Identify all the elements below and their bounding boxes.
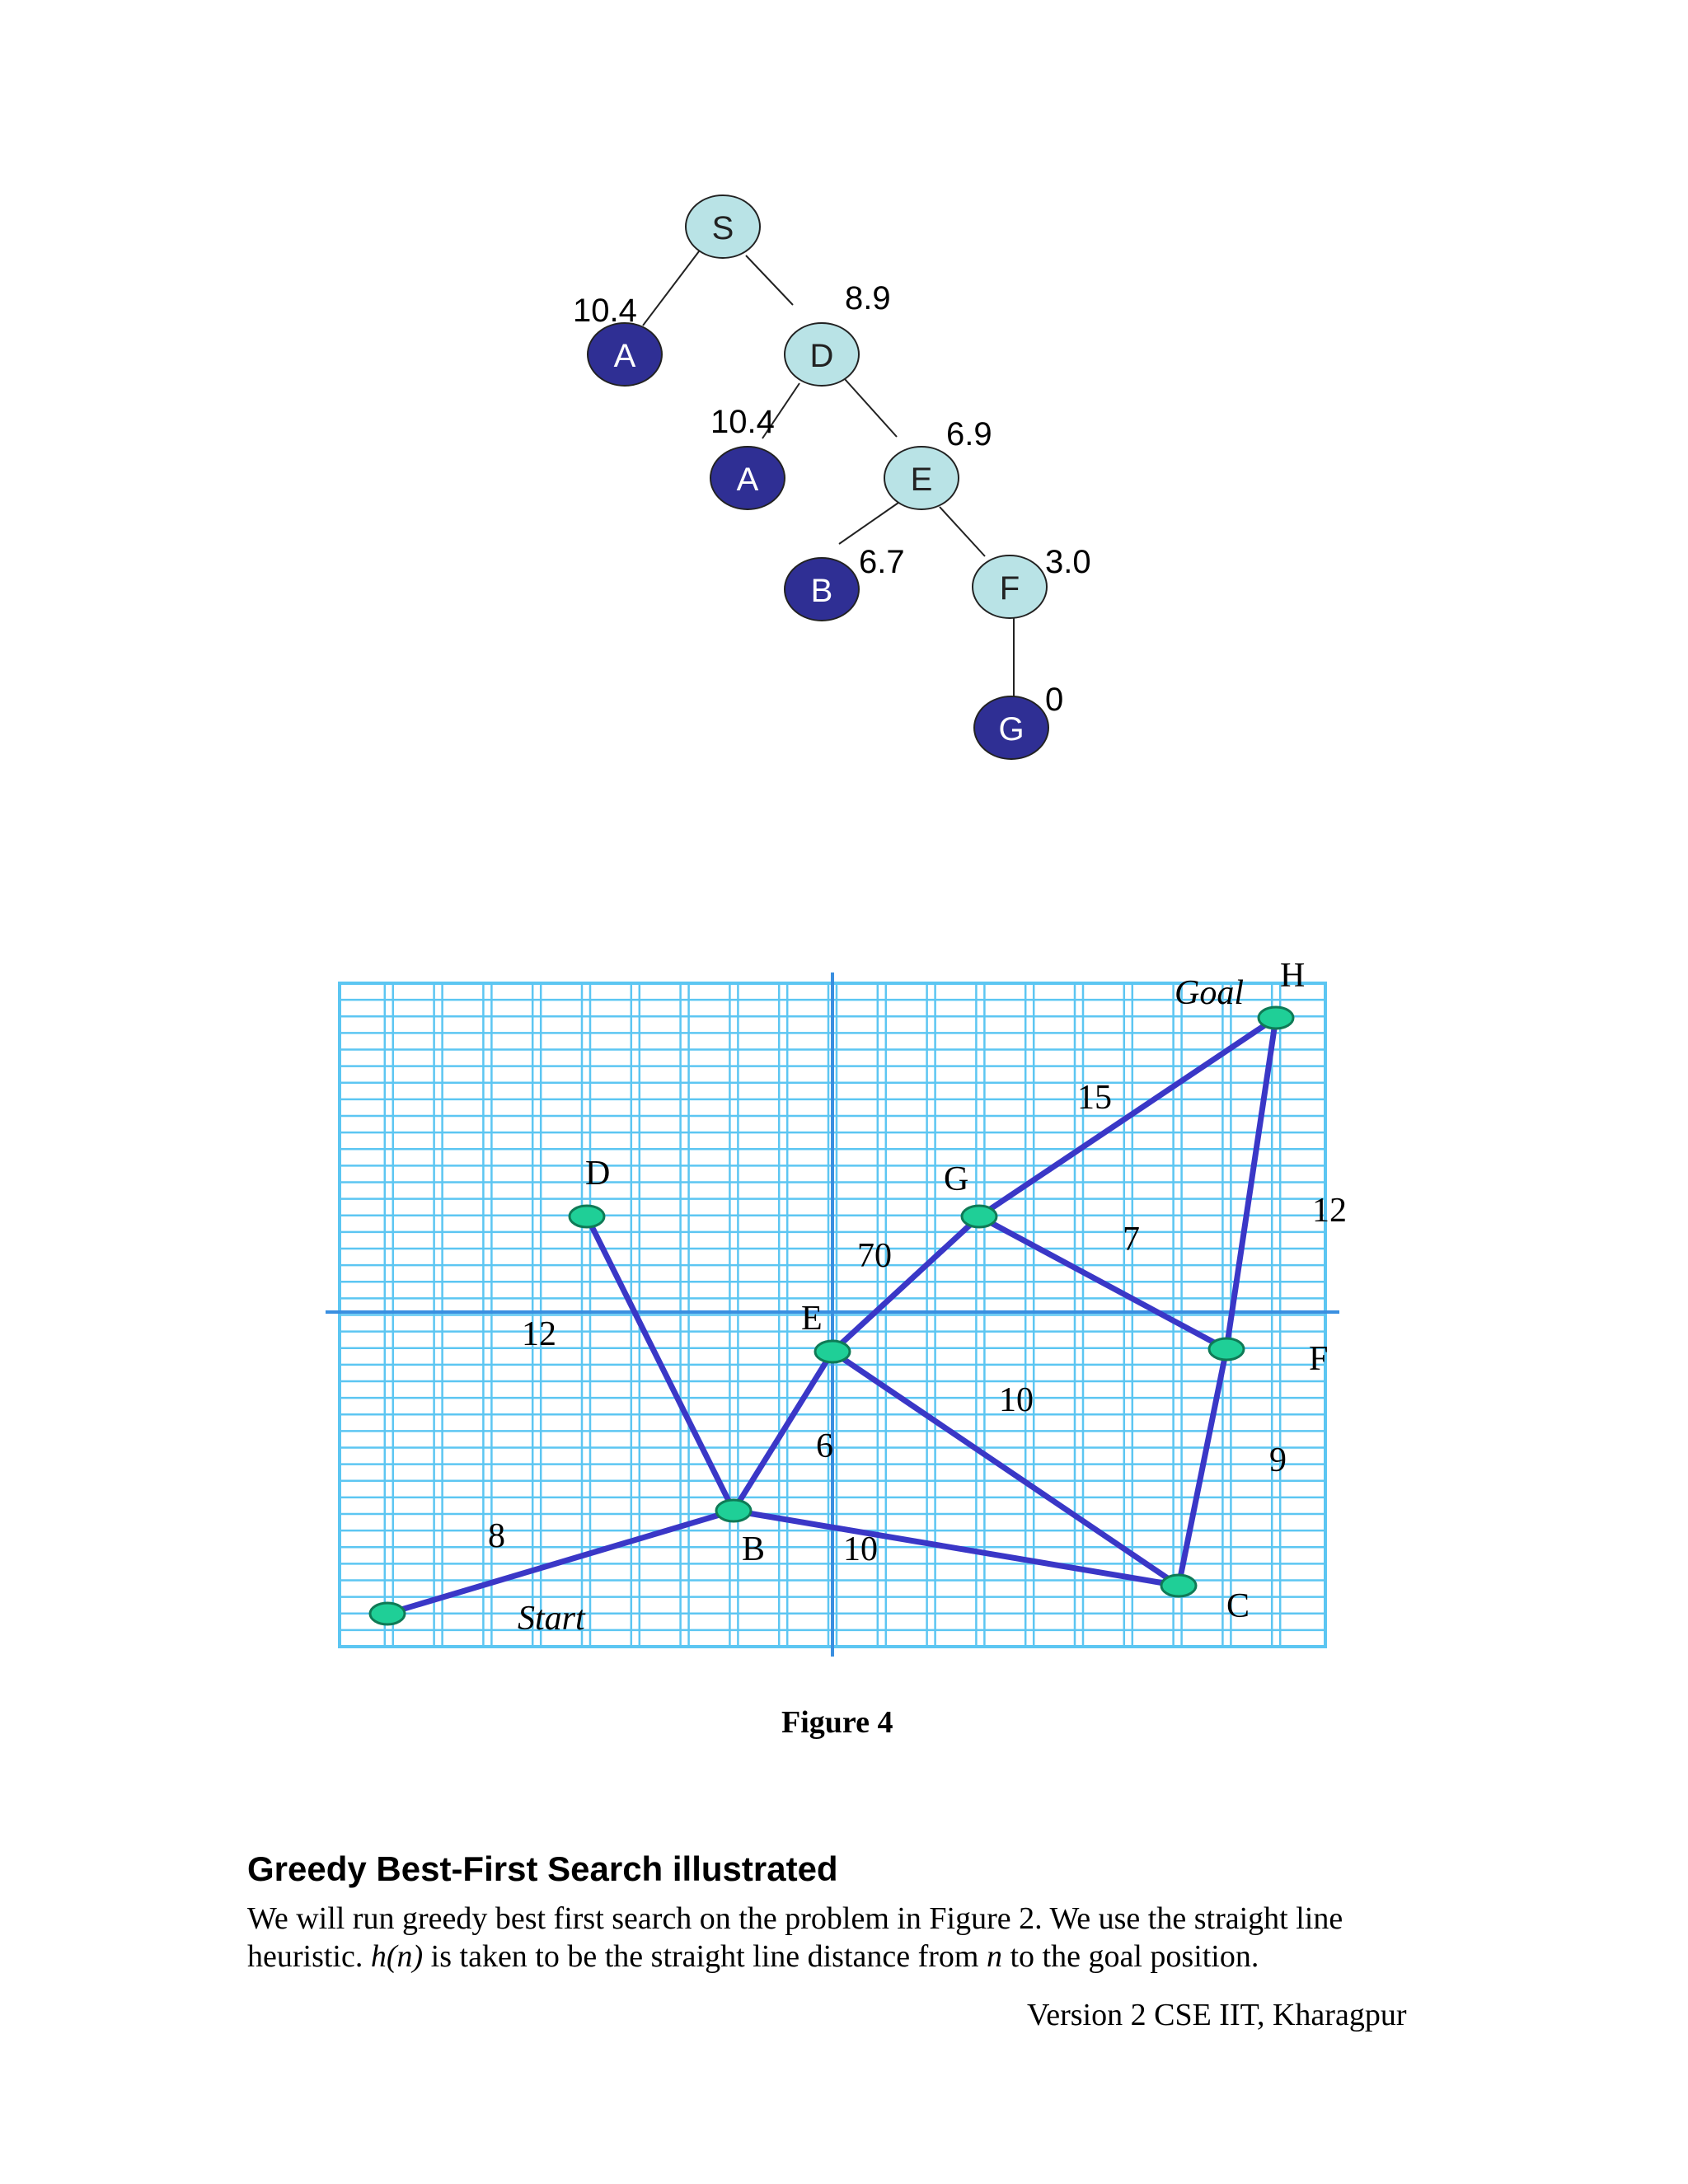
edge-e-b xyxy=(839,503,898,544)
city-d xyxy=(570,1206,604,1227)
tree-node-label: E xyxy=(910,462,933,498)
label-d: D xyxy=(585,1155,611,1193)
h-value-g: 0 xyxy=(1045,682,1064,718)
edge-s-d xyxy=(746,255,793,305)
tree-node-label: A xyxy=(736,462,759,498)
h-value-d: 8.9 xyxy=(845,280,891,316)
label-h: H xyxy=(1280,957,1306,995)
edge-f-c xyxy=(1179,1349,1226,1586)
label-c: C xyxy=(1226,1587,1250,1625)
tree-node-a-mid xyxy=(710,447,785,509)
edge-d-b xyxy=(587,1216,734,1511)
tree-node-g xyxy=(974,696,1048,759)
h-value-b: 6.7 xyxy=(859,544,905,580)
paragraph-line-2 xyxy=(247,1938,1484,1975)
distance-b-c: 10 xyxy=(843,1530,878,1568)
label-e: E xyxy=(801,1300,823,1338)
label-f: F xyxy=(1309,1340,1329,1378)
city-g xyxy=(962,1206,996,1227)
city-f xyxy=(1209,1338,1244,1360)
label-b: B xyxy=(742,1530,766,1568)
h-value-f: 3.0 xyxy=(1045,544,1091,580)
distance-e-c: 10 xyxy=(999,1381,1034,1419)
edge-e-f xyxy=(940,507,985,556)
tree-node-label: D xyxy=(809,338,834,374)
tree-node-label: G xyxy=(998,711,1025,748)
distance-g-f: 7 xyxy=(1123,1221,1140,1258)
city-start xyxy=(370,1603,405,1624)
distance-e-g: 70 xyxy=(857,1237,892,1275)
distance-start-b: 8 xyxy=(488,1517,505,1555)
city-c xyxy=(1161,1575,1196,1596)
paragraph-line-1: We will run greedy best first search on the problem in Figure 2. We use the straight line xyxy=(247,1901,1343,1936)
label-g: G xyxy=(944,1160,969,1198)
label-start: Start xyxy=(518,1600,585,1638)
distance-g-h: 15 xyxy=(1077,1079,1112,1117)
italic-hn: h(n) xyxy=(370,1939,424,1974)
text-span: heuristic. xyxy=(247,1939,371,1974)
h-value-a-mid: 10.4 xyxy=(710,404,775,440)
edge-start-b xyxy=(387,1511,734,1614)
text-span: to the goal position. xyxy=(1002,1939,1259,1974)
edge-h-f xyxy=(1226,1018,1276,1349)
tree-node-s xyxy=(686,195,760,258)
distance-f-c: 9 xyxy=(1269,1441,1287,1479)
search-tree xyxy=(0,0,1688,824)
italic-n: n xyxy=(987,1939,1002,1974)
tree-node-f xyxy=(973,555,1047,618)
distance-d-b: 12 xyxy=(522,1315,556,1353)
map-figure xyxy=(0,948,1688,1690)
city-h xyxy=(1259,1007,1293,1029)
tree-node-d xyxy=(785,323,859,386)
distance-h-f: 12 xyxy=(1312,1192,1347,1230)
label-goal: Goal xyxy=(1175,974,1244,1012)
tree-node-label: A xyxy=(613,338,636,374)
text-span: is taken to be the straight line distance from xyxy=(423,1939,987,1974)
tree-node-label: F xyxy=(999,570,1020,607)
tree-node-b xyxy=(785,558,859,621)
tree-node-a-left xyxy=(588,323,662,386)
edge-s-a xyxy=(643,251,699,326)
section-paragraph xyxy=(247,1900,1484,1975)
section-heading: Greedy Best-First Search illustrated xyxy=(247,1849,838,1888)
tree-node-label: B xyxy=(810,573,833,609)
edge-d-e xyxy=(845,379,897,437)
page-footer: Version 2 CSE IIT, Kharagpur xyxy=(1027,1998,1407,2032)
distance-b-e: 6 xyxy=(816,1427,833,1465)
tree-node-e xyxy=(884,447,959,509)
h-value-e: 6.9 xyxy=(946,416,992,452)
city-b xyxy=(716,1500,751,1521)
figure-caption: Figure 4 xyxy=(781,1705,893,1740)
tree-node-label: S xyxy=(711,210,734,246)
h-value-a-left: 10.4 xyxy=(573,293,637,329)
city-e xyxy=(815,1341,850,1362)
